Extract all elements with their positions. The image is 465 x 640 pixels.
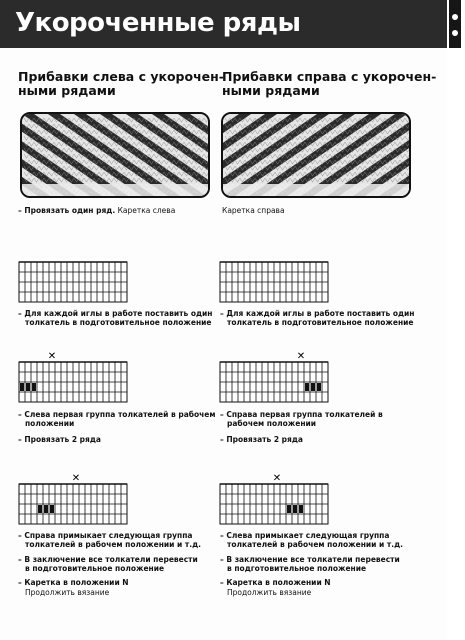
right-step4-caption: – Провязать 2 ряда: [220, 435, 303, 444]
center-marker-icon: ✕: [296, 351, 306, 362]
left-step3-caption: [18, 410, 216, 428]
right-heading: [222, 70, 436, 98]
left-step3-line2: положении: [25, 419, 75, 428]
pusher-working-position: [293, 505, 297, 513]
right-heading-line1: Прибавки справа с укорочен-: [222, 69, 437, 84]
swatch-bottom-band: [22, 184, 208, 196]
edge-tab: [449, 0, 461, 48]
left-step8-caption: Продолжить вязание: [25, 588, 110, 597]
pusher-working-position: [50, 505, 54, 513]
right-step5-caption: – Слева примыкает следующая группа толкателей в рабочем положении и т.д.: [220, 531, 403, 549]
right-step2-line2: толкатель в подготовительное положение: [227, 318, 414, 327]
binding-hole-icon: [452, 14, 458, 20]
left-step2-line1: – Для каждой иглы в работе поставить один: [18, 309, 213, 318]
left-step7-caption: – Каретка в положении N: [18, 578, 129, 587]
left-heading-line2: ными рядами: [18, 83, 116, 98]
center-marker-icon: ✕: [47, 351, 57, 362]
left-knit-swatch-photo: [20, 112, 210, 198]
pusher-working-position: [32, 383, 36, 391]
left-step1-caption: [18, 206, 175, 215]
page-header: [0, 0, 447, 48]
right-step3-line1: – Справа первая группа толкателей в: [220, 410, 383, 419]
left-needle-diagram-3: [17, 472, 131, 526]
swatch-bottom-band: [223, 184, 409, 196]
pusher-working-position: [20, 383, 24, 391]
pusher-working-position: [305, 383, 309, 391]
right-needle-diagram-3: [218, 472, 332, 526]
right-step1-caption: Каретка справа: [222, 206, 285, 215]
right-step8-caption: Продолжить вязание: [227, 588, 312, 597]
left-heading-line1: Прибавки слева с укорочен-: [18, 69, 224, 84]
left-heading: [18, 70, 224, 98]
left-step2-caption: [18, 309, 212, 327]
left-step1-rest: Каретка слева: [115, 206, 176, 215]
left-needle-diagram-1: [17, 250, 131, 304]
left-needle-diagram-2: [17, 350, 131, 404]
page-edge: [447, 0, 465, 640]
left-step1-bold: – Провязать один ряд.: [18, 206, 116, 215]
left-step5-caption: – Справа примыкает следующая группа толкателей в рабочем положении и т.д.: [18, 531, 201, 549]
pusher-working-position: [26, 383, 30, 391]
right-step3-line2: рабочем положении: [227, 419, 317, 428]
right-heading-line2: ными рядами: [222, 83, 320, 98]
pusher-working-position: [287, 505, 291, 513]
page-title: Укороченные ряды: [15, 8, 301, 38]
right-step6-caption: – В заключение все толкатели перевести в подготовительное положение: [220, 555, 400, 573]
left-step3-line1: – Слева первая группа толкателей в рабочем: [18, 410, 216, 419]
left-step4-caption: – Провязать 2 ряда: [18, 435, 101, 444]
center-marker-icon: ✕: [71, 473, 81, 484]
pusher-working-position: [44, 505, 48, 513]
right-step7-caption: – Каретка в положении N: [220, 578, 331, 587]
right-knit-swatch-photo: [221, 112, 411, 198]
pusher-working-position: [311, 383, 315, 391]
pusher-working-position: [299, 505, 303, 513]
binding-hole-icon: [452, 30, 458, 36]
pusher-working-position: [38, 505, 42, 513]
right-needle-diagram-2: [218, 350, 332, 404]
pusher-working-position: [317, 383, 321, 391]
left-step6-caption: – В заключение все толкатели перевести в подготовительное положение: [18, 555, 198, 573]
left-step2-line2: толкатель в подготовительное положение: [25, 318, 212, 327]
center-marker-icon: ✕: [272, 473, 282, 484]
right-step2-line1: – Для каждой иглы в работе поставить один: [220, 309, 415, 318]
right-needle-diagram-1: [218, 250, 332, 304]
right-step2-caption: [220, 309, 414, 327]
right-step3-caption: [220, 410, 383, 428]
